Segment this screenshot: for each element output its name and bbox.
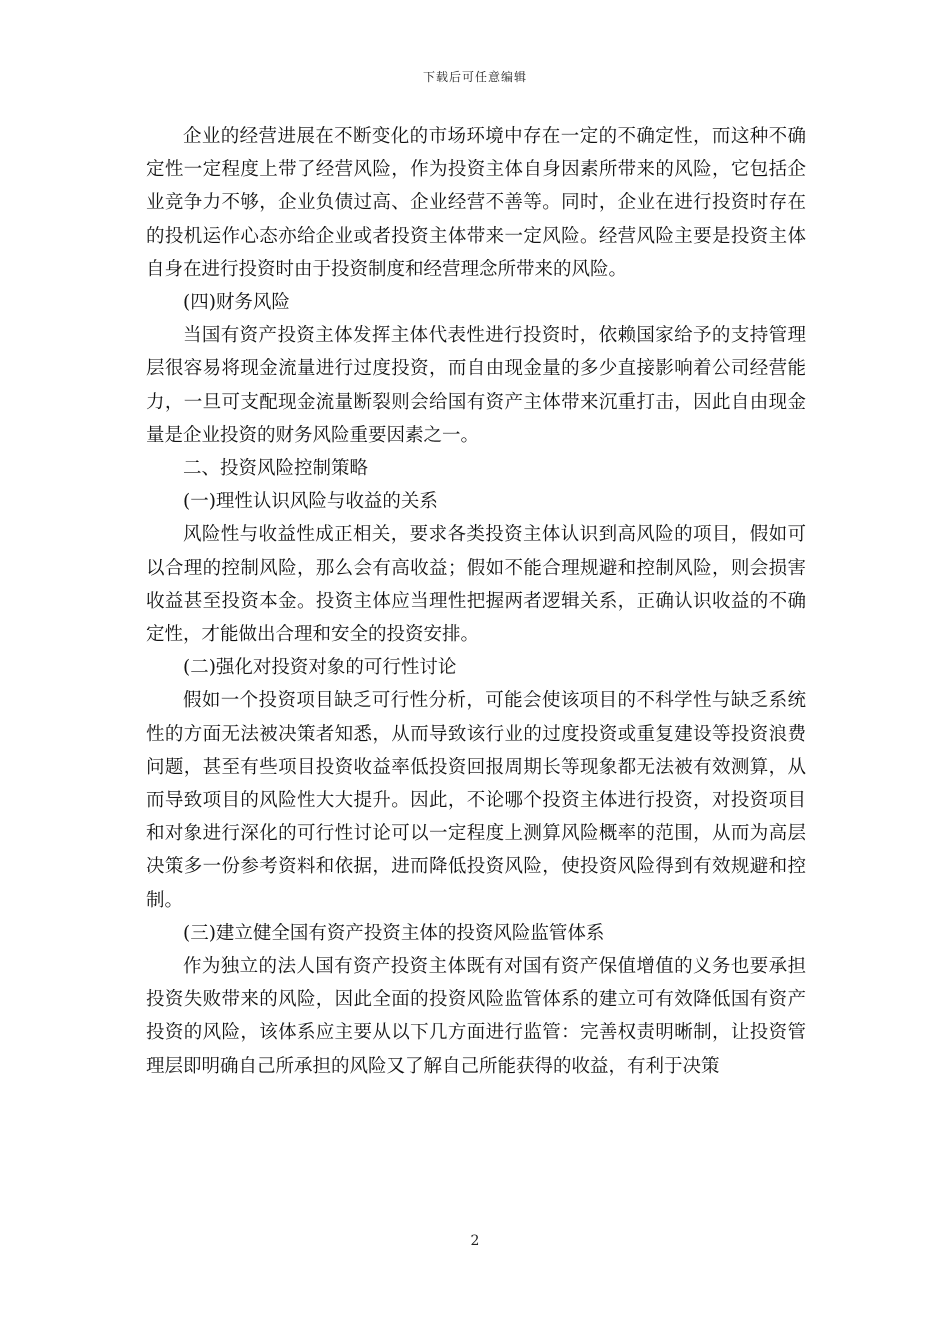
page-header: 下载后可任意编辑 <box>422 70 527 84</box>
page-number: 2 <box>470 1233 480 1249</box>
heading-supervision-system: (三)建立健全国有资产投资主体的投资风险监管体系 <box>183 922 605 944</box>
heading-risk-return-relation: (一)理性认识风险与收益的关系 <box>183 491 438 513</box>
heading-risk-control-strategy: 二、投资风险控制策略 <box>183 458 369 480</box>
heading-feasibility-study: (二)强化对投资对象的可行性讨论 <box>183 657 457 679</box>
heading-financial-risk: (四)财务风险 <box>183 292 290 314</box>
paragraph-operating-risk: 企业的经营进展在不断变化的市场环境中存在一定的不确定性，而这种不确定性一定程度上带了经营风险，作为投资主体自身因素所带来的风险，它包括企业竞争力不够，企业负债过高、企业经营不善等。同时，企业在进行投资时存在的投机运作心态亦给企业或者投资主体带来一定风险。经营风险主要是投资主体自身在进行投资时由于投资制度和经营理念所带来的风险。 <box>146 126 806 280</box>
paragraph-supervision-system: 作为独立的法人国有资产投资主体既有对国有资产保值增值的义务也要承担投资失败带来的风险，因此全面的投资风险监管体系的建立可有效降低国有资产投资的风险，该体系应主要从以下几方面进行监管：完善权责明晰制，让投资管理层即明确自己所承担的风险又了解自己所能获得的收益，有利于决策 <box>146 956 806 1077</box>
document-body <box>146 120 806 1083</box>
paragraph-financial-risk: 当国有资产投资主体发挥主体代表性进行投资时，依赖国家给予的支持管理层很容易将现金流量进行过度投资，而自由现金量的多少直接影响着公司经营能力，一旦可支配现金流量断裂则会给国有资产主体带来沉重打击，因此自由现金量是企业投资的财务风险重要因素之一。 <box>146 325 806 446</box>
paragraph-feasibility-study: 假如一个投资项目缺乏可行性分析，可能会使该项目的不科学性与缺乏系统性的方面无法被决策者知悉，从而导致该行业的过度投资或重复建设等投资浪费问题，甚至有些项目投资收益率低投资回报周期长等现象都无法被有效测算，从而导致项目的风险性大大提升。因此，不论哪个投资主体进行投资，对投资项目和对象进行深化的可行性讨论可以一定程度上测算风险概率的范围，从而为高层决策多一份参考资料和依据，进而降低投资风险，使投资风险得到有效规避和控制。 <box>146 690 806 911</box>
paragraph-risk-return-relation: 风险性与收益性成正相关，要求各类投资主体认识到高风险的项目，假如可以合理的控制风险，那么会有高收益；假如不能合理规避和控制风险，则会损害收益甚至投资本金。投资主体应当理性把握两者逻辑关系，正确认识收益的不确定性，才能做出合理和安全的投资安排。 <box>146 524 806 646</box>
